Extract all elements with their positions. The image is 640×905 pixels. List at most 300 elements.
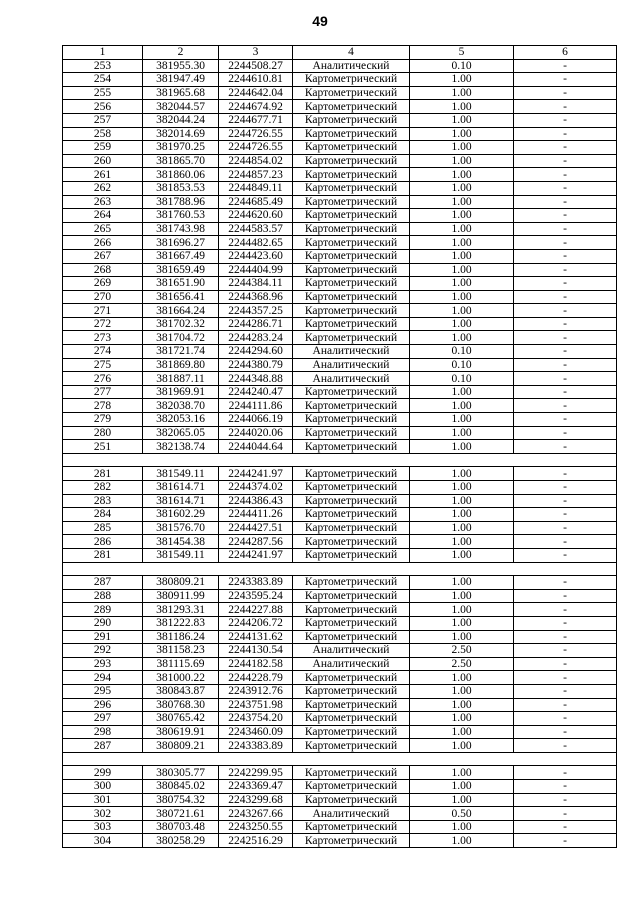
table-cell: 1.00 xyxy=(410,793,514,807)
table-cell: - xyxy=(514,535,617,549)
table-cell: Картометрический xyxy=(293,793,410,807)
header-cell: 1 xyxy=(63,46,143,60)
header-cell: 4 xyxy=(293,46,410,60)
table-cell: Картометрический xyxy=(293,385,410,399)
table-row xyxy=(63,712,617,726)
table-cell: 2244374.02 xyxy=(219,481,293,495)
table-cell: 2244386.43 xyxy=(219,494,293,508)
table-cell: 382044.57 xyxy=(143,100,219,114)
table-cell: 2244241.97 xyxy=(219,548,293,562)
table-cell: Картометрический xyxy=(293,698,410,712)
table-cell: Картометрический xyxy=(293,304,410,318)
table-cell: 0.10 xyxy=(410,358,514,372)
table-row xyxy=(63,521,617,535)
table-cell: 292 xyxy=(63,644,143,658)
table-cell: Аналитический xyxy=(293,358,410,372)
table-cell: 381704.72 xyxy=(143,331,219,345)
table-row xyxy=(63,467,617,481)
table-cell: 296 xyxy=(63,698,143,712)
table-cell: 260 xyxy=(63,154,143,168)
table-cell: 271 xyxy=(63,304,143,318)
table-cell: Картометрический xyxy=(293,508,410,522)
table-cell: Картометрический xyxy=(293,331,410,345)
table-cell: 1.00 xyxy=(410,413,514,427)
table-cell: 381186.24 xyxy=(143,630,219,644)
table-cell: 381115.69 xyxy=(143,657,219,671)
table-cell: 381696.27 xyxy=(143,236,219,250)
table-cell: 381158.23 xyxy=(143,644,219,658)
table-cell: 2244283.24 xyxy=(219,331,293,345)
table-cell: 380258.29 xyxy=(143,834,219,848)
table-cell: 2244482.65 xyxy=(219,236,293,250)
table-cell: 2244044.64 xyxy=(219,440,293,454)
table-cell: 288 xyxy=(63,589,143,603)
table-cell: - xyxy=(514,834,617,848)
table-cell: 2244677.71 xyxy=(219,113,293,127)
table-cell: 2244384.11 xyxy=(219,277,293,291)
table-cell: 2244130.54 xyxy=(219,644,293,658)
separator-cell xyxy=(63,453,617,467)
table-cell: 1.00 xyxy=(410,168,514,182)
table-cell: 2244857.23 xyxy=(219,168,293,182)
table-cell: 262 xyxy=(63,181,143,195)
table-row xyxy=(63,616,617,630)
table-cell: 1.00 xyxy=(410,630,514,644)
table-cell: Картометрический xyxy=(293,671,410,685)
separator-row xyxy=(63,453,617,467)
table-row xyxy=(63,249,617,263)
table-cell: 255 xyxy=(63,86,143,100)
table-cell: 381853.53 xyxy=(143,181,219,195)
table-row xyxy=(63,671,617,685)
table-cell: 382014.69 xyxy=(143,127,219,141)
separator-cell xyxy=(63,562,617,576)
table-cell: 1.00 xyxy=(410,739,514,753)
table-cell: 2244685.49 xyxy=(219,195,293,209)
table-cell: - xyxy=(514,385,617,399)
table-row xyxy=(63,820,617,834)
table-cell: 270 xyxy=(63,290,143,304)
table-cell: 2244286.71 xyxy=(219,317,293,331)
table-cell: 274 xyxy=(63,345,143,359)
table-cell: 276 xyxy=(63,372,143,386)
table-cell: 1.00 xyxy=(410,86,514,100)
table-cell: Аналитический xyxy=(293,657,410,671)
table-cell: 1.00 xyxy=(410,820,514,834)
table-row xyxy=(63,780,617,794)
table-row xyxy=(63,372,617,386)
table-cell: 2244131.62 xyxy=(219,630,293,644)
table-row xyxy=(63,698,617,712)
table-cell: Картометрический xyxy=(293,399,410,413)
table-cell: 381955.30 xyxy=(143,59,219,73)
table-cell: 381969.91 xyxy=(143,385,219,399)
table-cell: 294 xyxy=(63,671,143,685)
table-header xyxy=(63,46,617,60)
table-cell: 1.00 xyxy=(410,127,514,141)
table-cell: 0.10 xyxy=(410,345,514,359)
table-cell: - xyxy=(514,739,617,753)
coordinates-table xyxy=(62,45,617,848)
table-cell: 2243267.66 xyxy=(219,807,293,821)
table-cell: 278 xyxy=(63,399,143,413)
table-cell: - xyxy=(514,277,617,291)
table-row xyxy=(63,684,617,698)
table-cell: Картометрический xyxy=(293,603,410,617)
table-cell: 264 xyxy=(63,209,143,223)
table-cell: - xyxy=(514,181,617,195)
table-cell: - xyxy=(514,508,617,522)
table-cell: 381576.70 xyxy=(143,521,219,535)
table-row xyxy=(63,290,617,304)
table-row xyxy=(63,630,617,644)
table-cell: 2244368.96 xyxy=(219,290,293,304)
table-cell: - xyxy=(514,141,617,155)
table-cell: Картометрический xyxy=(293,236,410,250)
table-cell: 381743.98 xyxy=(143,222,219,236)
table-cell: Картометрический xyxy=(293,481,410,495)
table-cell: - xyxy=(514,399,617,413)
table-cell: Картометрический xyxy=(293,739,410,753)
table-cell: 381721.74 xyxy=(143,345,219,359)
table-cell: Картометрический xyxy=(293,712,410,726)
table-row xyxy=(63,181,617,195)
table-cell: 2244240.47 xyxy=(219,385,293,399)
table-cell: 285 xyxy=(63,521,143,535)
table-cell: 380845.02 xyxy=(143,780,219,794)
table-cell: - xyxy=(514,671,617,685)
table-cell: 381000.22 xyxy=(143,671,219,685)
table-cell: Картометрический xyxy=(293,209,410,223)
table-cell: 380809.21 xyxy=(143,739,219,753)
table-cell: 382138.74 xyxy=(143,440,219,454)
table-row xyxy=(63,113,617,127)
table-cell: 295 xyxy=(63,684,143,698)
table-cell: - xyxy=(514,263,617,277)
table-row xyxy=(63,535,617,549)
table-cell: 256 xyxy=(63,100,143,114)
table-cell: 2.50 xyxy=(410,657,514,671)
table-row xyxy=(63,127,617,141)
table-cell: 2244066.19 xyxy=(219,413,293,427)
table-cell: Картометрический xyxy=(293,576,410,590)
table-cell: 1.00 xyxy=(410,249,514,263)
table-cell: Картометрический xyxy=(293,467,410,481)
table-cell: 2243912.76 xyxy=(219,684,293,698)
table-cell: 1.00 xyxy=(410,481,514,495)
table-cell: 2243250.55 xyxy=(219,820,293,834)
table-cell: 291 xyxy=(63,630,143,644)
table-cell: 268 xyxy=(63,263,143,277)
table-cell: 381549.11 xyxy=(143,467,219,481)
table-cell: 2243751.98 xyxy=(219,698,293,712)
table-cell: - xyxy=(514,331,617,345)
table-cell: 282 xyxy=(63,481,143,495)
table-cell: 2244726.55 xyxy=(219,127,293,141)
table-cell: 1.00 xyxy=(410,834,514,848)
table-cell: 273 xyxy=(63,331,143,345)
table-cell: 1.00 xyxy=(410,195,514,209)
table-cell: - xyxy=(514,793,617,807)
table-cell: 287 xyxy=(63,576,143,590)
table-cell: 382044.24 xyxy=(143,113,219,127)
table-row xyxy=(63,834,617,848)
table-cell: 279 xyxy=(63,413,143,427)
table-cell: 269 xyxy=(63,277,143,291)
table-cell: - xyxy=(514,548,617,562)
table-cell: 2243369.47 xyxy=(219,780,293,794)
table-cell: 267 xyxy=(63,249,143,263)
table-cell: 297 xyxy=(63,712,143,726)
table-cell: - xyxy=(514,684,617,698)
table-cell: Картометрический xyxy=(293,521,410,535)
table-cell: 258 xyxy=(63,127,143,141)
table-cell: - xyxy=(514,304,617,318)
table-cell: Картометрический xyxy=(293,277,410,291)
table-cell: - xyxy=(514,603,617,617)
table-row xyxy=(63,263,617,277)
table-cell: Картометрический xyxy=(293,222,410,236)
table-cell: 1.00 xyxy=(410,780,514,794)
table-row xyxy=(63,793,617,807)
table-cell: 2244241.97 xyxy=(219,467,293,481)
table-row xyxy=(63,277,617,291)
table-cell: 1.00 xyxy=(410,141,514,155)
table-cell: 300 xyxy=(63,780,143,794)
table-cell: 1.00 xyxy=(410,440,514,454)
table-cell: - xyxy=(514,494,617,508)
table-row xyxy=(63,739,617,753)
table-cell: 286 xyxy=(63,535,143,549)
table-row xyxy=(63,222,617,236)
table-cell: Картометрический xyxy=(293,589,410,603)
table-cell: 0.10 xyxy=(410,59,514,73)
table-cell: 2244726.55 xyxy=(219,141,293,155)
table-cell: 298 xyxy=(63,725,143,739)
table-cell: 2244348.88 xyxy=(219,372,293,386)
table-row xyxy=(63,141,617,155)
table-cell: Картометрический xyxy=(293,834,410,848)
table-cell: 2244294.60 xyxy=(219,345,293,359)
table-cell: - xyxy=(514,521,617,535)
table-cell: - xyxy=(514,209,617,223)
table-cell: 1.00 xyxy=(410,73,514,87)
table-cell: - xyxy=(514,154,617,168)
table-cell: 284 xyxy=(63,508,143,522)
table-cell: 2244854.02 xyxy=(219,154,293,168)
table-cell: - xyxy=(514,195,617,209)
table-cell: 2244357.25 xyxy=(219,304,293,318)
table-cell: 254 xyxy=(63,73,143,87)
page-number: 49 xyxy=(312,13,328,29)
table-cell: - xyxy=(514,236,617,250)
table-cell: 2244620.60 xyxy=(219,209,293,223)
table-cell: Картометрический xyxy=(293,263,410,277)
table-row xyxy=(63,548,617,562)
table-cell: 380305.77 xyxy=(143,766,219,780)
table-cell: 382038.70 xyxy=(143,399,219,413)
table-cell: 2242516.29 xyxy=(219,834,293,848)
table-cell: 265 xyxy=(63,222,143,236)
table-cell: 382065.05 xyxy=(143,426,219,440)
table-cell: 1.00 xyxy=(410,100,514,114)
separator-row xyxy=(63,752,617,766)
header-row xyxy=(63,46,617,60)
table-cell: Картометрический xyxy=(293,548,410,562)
table-cell: 304 xyxy=(63,834,143,848)
table-cell: 0.50 xyxy=(410,807,514,821)
table-cell: 1.00 xyxy=(410,684,514,698)
table-cell: - xyxy=(514,616,617,630)
table-cell: Картометрический xyxy=(293,780,410,794)
table-cell: 1.00 xyxy=(410,209,514,223)
table-cell: 2244427.51 xyxy=(219,521,293,535)
table-cell: - xyxy=(514,712,617,726)
table-cell: Картометрический xyxy=(293,290,410,304)
table-cell: 2244228.79 xyxy=(219,671,293,685)
table-cell: 289 xyxy=(63,603,143,617)
table-cell: - xyxy=(514,644,617,658)
table-row xyxy=(63,399,617,413)
table-cell: Картометрический xyxy=(293,766,410,780)
table-cell: Аналитический xyxy=(293,807,410,821)
table-row xyxy=(63,766,617,780)
table-cell: Картометрический xyxy=(293,195,410,209)
table-cell: - xyxy=(514,86,617,100)
table-row xyxy=(63,413,617,427)
table-row xyxy=(63,304,617,318)
table-cell: 1.00 xyxy=(410,290,514,304)
table-cell: 2244411.26 xyxy=(219,508,293,522)
table-cell: 2244674.92 xyxy=(219,100,293,114)
table-cell: 381887.11 xyxy=(143,372,219,386)
table-cell: - xyxy=(514,413,617,427)
table-cell: 1.00 xyxy=(410,222,514,236)
table-cell: 1.00 xyxy=(410,671,514,685)
table-cell: 381667.49 xyxy=(143,249,219,263)
table-cell: 1.00 xyxy=(410,331,514,345)
table-row xyxy=(63,603,617,617)
table-cell: 0.10 xyxy=(410,372,514,386)
table-cell: Картометрический xyxy=(293,127,410,141)
table-cell: 1.00 xyxy=(410,589,514,603)
table-cell: 380703.48 xyxy=(143,820,219,834)
table-cell: Картометрический xyxy=(293,168,410,182)
table-row xyxy=(63,168,617,182)
table-cell: 1.00 xyxy=(410,236,514,250)
table-cell: - xyxy=(514,113,617,127)
table-cell: 259 xyxy=(63,141,143,155)
table-cell: 253 xyxy=(63,59,143,73)
table-cell: 293 xyxy=(63,657,143,671)
table-cell: 1.00 xyxy=(410,467,514,481)
table-cell: 1.00 xyxy=(410,576,514,590)
table-cell: Картометрический xyxy=(293,725,410,739)
table-cell: 381760.53 xyxy=(143,209,219,223)
table-row xyxy=(63,100,617,114)
table-cell: Аналитический xyxy=(293,644,410,658)
table-cell: - xyxy=(514,589,617,603)
table-cell: - xyxy=(514,820,617,834)
table-cell: Аналитический xyxy=(293,372,410,386)
header-cell: 2 xyxy=(143,46,219,60)
table-cell: 380721.61 xyxy=(143,807,219,821)
table-cell: - xyxy=(514,372,617,386)
table-cell: 381788.96 xyxy=(143,195,219,209)
table-cell: 1.00 xyxy=(410,494,514,508)
table-cell: 1.00 xyxy=(410,766,514,780)
table-cell: 281 xyxy=(63,467,143,481)
table-cell: Картометрический xyxy=(293,684,410,698)
table-cell: 381614.71 xyxy=(143,481,219,495)
table-row xyxy=(63,508,617,522)
table-cell: 1.00 xyxy=(410,548,514,562)
table-cell: Аналитический xyxy=(293,59,410,73)
table-cell: - xyxy=(514,426,617,440)
table-cell: 381549.11 xyxy=(143,548,219,562)
table-cell: 1.00 xyxy=(410,426,514,440)
table-cell: 381602.29 xyxy=(143,508,219,522)
table-cell: 381865.70 xyxy=(143,154,219,168)
table-row xyxy=(63,358,617,372)
table-cell: - xyxy=(514,807,617,821)
table-cell: Картометрический xyxy=(293,494,410,508)
table-cell: - xyxy=(514,481,617,495)
table-row xyxy=(63,73,617,87)
table-cell: 2243595.24 xyxy=(219,589,293,603)
table-cell: 381965.68 xyxy=(143,86,219,100)
table-cell: - xyxy=(514,657,617,671)
table-cell: - xyxy=(514,766,617,780)
table-cell: 381651.90 xyxy=(143,277,219,291)
table-cell: 2244583.57 xyxy=(219,222,293,236)
table-cell: 2244423.60 xyxy=(219,249,293,263)
table-cell: 1.00 xyxy=(410,317,514,331)
table-cell: 280 xyxy=(63,426,143,440)
table-cell: - xyxy=(514,345,617,359)
table-cell: 277 xyxy=(63,385,143,399)
table-row xyxy=(63,236,617,250)
table-cell: - xyxy=(514,358,617,372)
table-cell: 380768.30 xyxy=(143,698,219,712)
table-cell: 380911.99 xyxy=(143,589,219,603)
table-cell: 2243460.09 xyxy=(219,725,293,739)
table-cell: 290 xyxy=(63,616,143,630)
table-cell: 1.00 xyxy=(410,277,514,291)
table-row xyxy=(63,426,617,440)
table-cell: 1.00 xyxy=(410,508,514,522)
table-cell: 2243299.68 xyxy=(219,793,293,807)
table-cell: - xyxy=(514,73,617,87)
table-cell: 2244020.06 xyxy=(219,426,293,440)
table-cell: Картометрический xyxy=(293,440,410,454)
table-row xyxy=(63,807,617,821)
table-cell: Картометрический xyxy=(293,630,410,644)
table-cell: 283 xyxy=(63,494,143,508)
table-cell: 381454.38 xyxy=(143,535,219,549)
table-cell: 1.00 xyxy=(410,399,514,413)
table-cell: 2243383.89 xyxy=(219,576,293,590)
table-cell: 380843.87 xyxy=(143,684,219,698)
table-cell: 261 xyxy=(63,168,143,182)
table-cell: Картометрический xyxy=(293,616,410,630)
table-cell: - xyxy=(514,698,617,712)
table-cell: - xyxy=(514,630,617,644)
table-row xyxy=(63,576,617,590)
table-cell: 381659.49 xyxy=(143,263,219,277)
table-cell: 381970.25 xyxy=(143,141,219,155)
table-cell: - xyxy=(514,576,617,590)
